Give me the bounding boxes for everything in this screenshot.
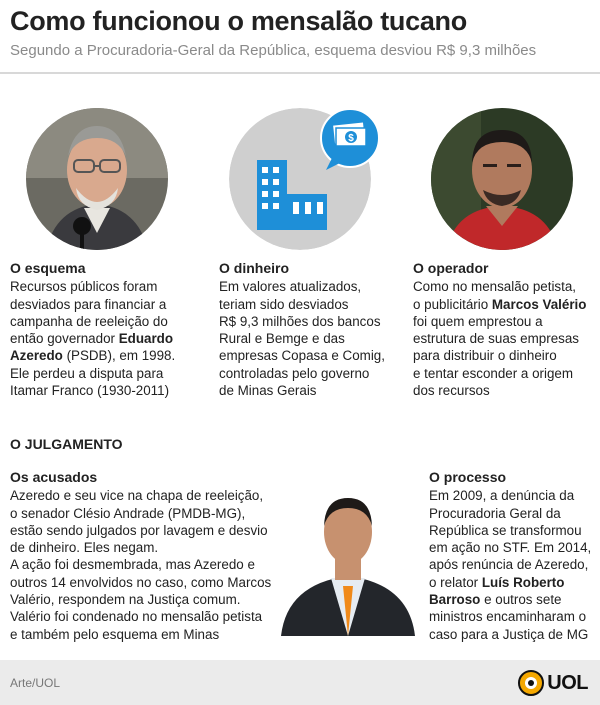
header-divider	[0, 72, 600, 74]
text-line: R$ 9,3 milhões dos bancos	[219, 313, 381, 329]
text-line: Valério foi condenado no mensalão petista	[10, 609, 263, 625]
text-line: campanha de reeleição do	[10, 313, 168, 329]
text-line: de Minas Gerais	[219, 383, 317, 399]
text-line: estão sendo julgados por lavagem e desvio	[10, 522, 268, 538]
process-block	[429, 469, 594, 643]
photo-luis-roberto-barroso	[273, 488, 423, 636]
page-title: Como funcionou o mensalão tucano	[10, 6, 467, 36]
text-line: Procuradoria Geral da	[429, 505, 561, 521]
text-line: estrutura de suas empresas	[413, 331, 579, 347]
text-line: ministros encaminharam o	[429, 609, 587, 625]
svg-text:$: $	[348, 133, 354, 144]
text-line: Barroso e outros sete	[429, 592, 562, 608]
uol-logo[interactable]	[518, 670, 588, 696]
column-money	[219, 260, 404, 399]
text-line: o senador Clésio Andrade (PMDB-MG),	[10, 505, 246, 521]
text-line: controladas pelo governo	[219, 365, 370, 381]
uol-logo-icon	[518, 670, 544, 696]
footer	[0, 660, 600, 705]
text-line: o publicitário Marcos Valério	[413, 296, 587, 312]
text-line: outros 14 envolvidos no caso, como Marcos	[10, 574, 272, 590]
accused-block	[10, 469, 280, 643]
text-line: e tentar esconder a origem	[413, 365, 574, 381]
text-line: República se transformou	[429, 522, 582, 538]
name-eduardo: Eduardo	[118, 331, 174, 347]
text-line: Itamar Franco (1930-2011)	[10, 383, 170, 399]
money-bubble-icon	[318, 108, 382, 172]
name-barroso: Barroso	[429, 592, 481, 608]
uol-logo-text: UOL	[547, 671, 588, 694]
photo-marcos-valerio	[431, 108, 573, 250]
text-line: Azeredo e seu vice na chapa de reeleição,	[10, 488, 264, 504]
text-line: então governador Eduardo	[10, 331, 174, 347]
name-luis-roberto: Luís Roberto	[481, 574, 565, 590]
section-title-judgment: O JULGAMENTO	[10, 436, 123, 452]
column-scheme	[10, 260, 195, 399]
name-marcos-valerio: Marcos Valério	[491, 296, 587, 312]
text-line: o relator Luís Roberto	[429, 574, 565, 590]
column-heading: O esquema	[10, 260, 86, 276]
text-line: dos recursos	[413, 383, 490, 399]
column-heading: O operador	[413, 260, 489, 276]
text-line: para distribuir o dinheiro	[413, 348, 557, 364]
text-line: Em 2009, a denúncia da	[429, 488, 575, 504]
text-line: empresas Copasa e Comig,	[219, 348, 385, 364]
page-subtitle: Segundo a Procuradoria-Geral da República, esquema desviou R$ 9,3 milhões	[10, 42, 537, 59]
text-line: A ação foi desmembrada, mas Azeredo e	[10, 557, 255, 573]
text-line: foi quem emprestou a	[413, 313, 543, 329]
accused-heading: Os acusados	[10, 469, 98, 485]
art-credit: Arte/UOL	[10, 676, 61, 690]
text-line: desviados para financiar a	[10, 296, 167, 312]
text-line: e também pelo esquema em Minas	[10, 626, 220, 642]
text-line: Azeredo (PSDB), em 1998.	[10, 348, 176, 364]
column-heading: O dinheiro	[219, 260, 289, 276]
text-line: de dinheiro. Eles negam.	[10, 540, 159, 556]
photo-eduardo-azeredo	[26, 108, 168, 250]
text-line: caso para a Justiça de MG	[429, 626, 589, 642]
text-line: Em valores atualizados,	[219, 279, 362, 295]
text-line: Recursos públicos foram	[10, 279, 158, 295]
text-line: após renúncia de Azeredo,	[429, 557, 589, 573]
process-heading: O processo	[429, 469, 507, 485]
column-operator	[413, 260, 598, 399]
text-line: Ele perdeu a disputa para	[10, 365, 164, 381]
text-line: em ação no STF. Em 2014,	[429, 540, 592, 556]
text-line: teriam sido desviados	[219, 296, 349, 312]
text-line: Como no mensalão petista,	[413, 279, 577, 295]
text-line: Valério, respondem na Justiça comum.	[10, 592, 241, 608]
name-azeredo: Azeredo	[10, 348, 63, 364]
text-line: Rural e Bemge e das	[219, 331, 345, 347]
